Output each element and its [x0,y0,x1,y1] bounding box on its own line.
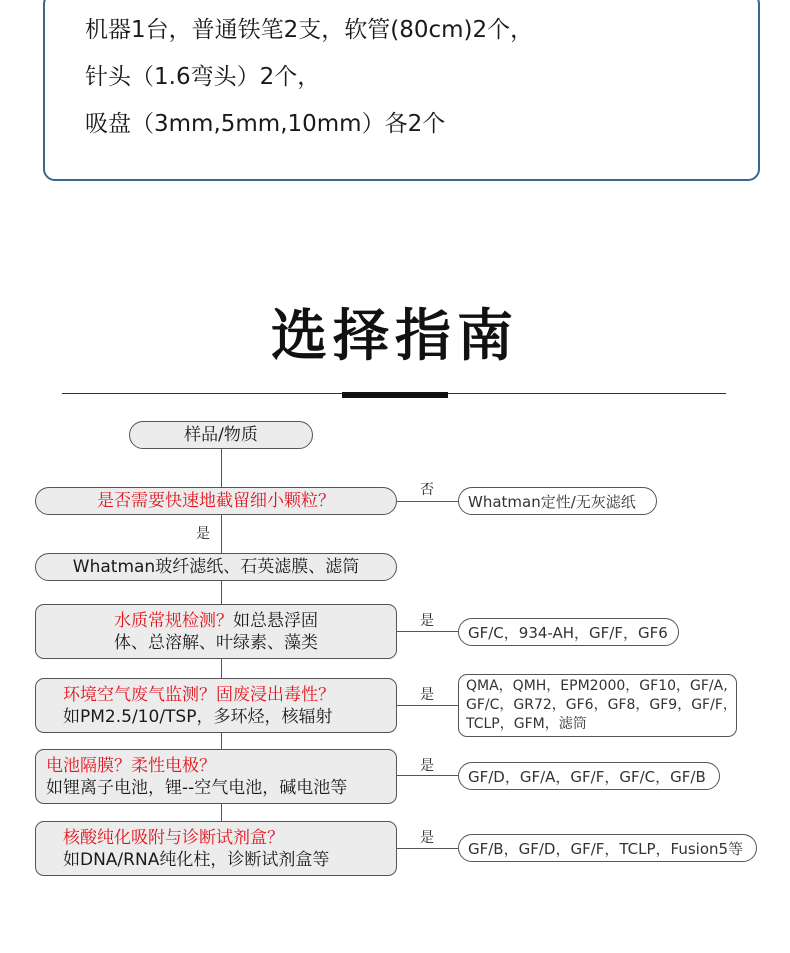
result-text-line-3: TCLP，GFM，滤筒 [466,716,587,732]
connector-q4-q5 [221,804,222,821]
result-text-line-1: QMA，QMH，EPM2000，GF10，GF/A, [466,678,728,694]
connector-q4-r4 [397,775,458,776]
accessories-line-1: 机器1台，普通铁笔2支，软管(80cm)2个， [85,17,534,43]
connector-q3-q4 [221,733,222,749]
question-highlight: 核酸纯化吸附与诊断试剂盒？ [63,828,284,848]
filter-type-node [35,553,397,581]
result-text-line-2: GF/C，GR72，GF6，GF8，GF9，GF/F， [466,697,737,713]
question-highlight: 环境空气废气监测？固废浸出毒性？ [63,685,335,705]
section-title: 选择指南 [271,304,519,369]
question-highlight: 水质常规检测？ [114,611,233,631]
yes-label-q1: 是 [196,526,210,542]
question-detail: 如PM2.5/10/TSP，多环烃，核辐射 [63,707,333,727]
no-label: 否 [420,482,434,498]
result-text: GF/B，GF/D，GF/F，TCLP，Fusion5等 [468,839,744,858]
filter-type-label: Whatman玻纤滤纸、石英滤膜、滤筒 [72,557,360,577]
yes-label-q5: 是 [420,830,434,846]
accessories-line-3: 吸盘（3mm,5mm,10mm）各2个 [85,111,446,137]
question-detail-line-2: 体、总溶解、叶绿素、藻类 [114,633,318,653]
root-node [129,421,313,449]
question-node-nucleic-acid [35,821,397,876]
question-detail: 如总悬浮固 [233,611,318,631]
yes-label-q4: 是 [420,758,434,774]
question-node-air [35,678,397,733]
connector-q1-r1 [397,501,458,502]
connector-mid-q2 [221,581,222,604]
question-highlight: 电池隔膜？柔性电极？ [46,756,216,776]
yes-label-q3: 是 [420,687,434,703]
result-node-battery [458,762,720,790]
question-node-particles [35,487,397,515]
result-text: GF/C，934-AH，GF/F，GF6 [468,623,668,642]
connector-q2-q3 [221,659,222,678]
question-detail: 如锂离子电池，锂--空气电池，碱电池等 [46,778,348,798]
result-node-air [458,674,737,737]
question-node-water [35,604,397,659]
yes-label-q2: 是 [420,613,434,629]
result-text: Whatman定性/无灰滤纸 [468,492,636,511]
result-node-nucleic-acid [458,834,757,862]
question-text: 是否需要快速地截留细小颗粒？ [97,491,335,511]
connector-q3-r3 [397,705,458,706]
result-node-water [458,618,679,646]
root-node-label: 样品/物质 [184,425,258,445]
connector-q1-mid [221,515,222,553]
question-node-battery [35,749,397,804]
accessories-line-2: 针头（1.6弯头）2个， [85,64,321,90]
divider-accent [342,392,448,398]
connector-q5-r5 [397,848,458,849]
result-node-qualitative [458,487,657,515]
result-text: GF/D，GF/A，GF/F，GF/C，GF/B [468,767,706,786]
connector-q2-r2 [397,631,458,632]
accessories-card [43,0,760,181]
connector-root-q1 [221,449,222,487]
question-detail: 如DNA/RNA纯化柱，诊断试剂盒等 [63,850,330,870]
